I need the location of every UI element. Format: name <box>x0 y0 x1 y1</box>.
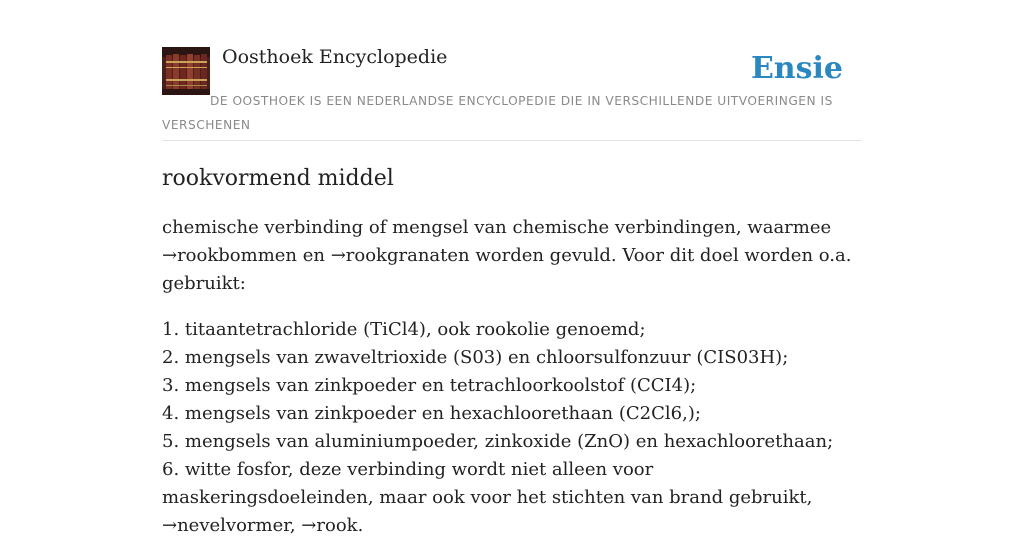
article-intro: chemische verbinding of mengsel van chemische verbindingen, waarmee →rookbommen en →rookgranaten worden gevuld. Voor dit doel worden o.a. gebruikt: <box>162 217 852 294</box>
site-tagline: DE OOSTHOEK IS EEN NEDERLANDSE ENCYCLOPEDIE DIE IN VERSCHILLENDE UITVOERINGEN IS VERSCHENEN <box>162 94 833 132</box>
site-header <box>162 46 862 141</box>
list-item: 4. mengsels van zinkpoeder en hexachloorethaan (C2Cl6,); <box>162 403 701 424</box>
avatar[interactable] <box>162 47 210 95</box>
list-item: 5. mengsels van aluminiumpoeder, zinkoxide (ZnO) en hexachloorethaan; <box>162 431 834 452</box>
site-name[interactable]: Oosthoek Encyclopedie <box>222 46 448 68</box>
list-item: 1. titaantetrachloride (TiCl4), ook rookolie genoemd; <box>162 319 646 340</box>
article-title: rookvormend middel <box>162 166 394 191</box>
article <box>162 163 862 540</box>
list-item: 3. mengsels van zinkpoeder en tetrachloorkoolstof (CCI4); <box>162 375 697 396</box>
list-item: 6. witte fosfor, deze verbinding wordt niet alleen voor maskeringsdoeleinden, maar ook voor het stichten van brand gebruikt, →nevelvormer, →rook. <box>162 459 813 536</box>
article-list <box>162 316 862 540</box>
book-spines-icon <box>162 47 210 95</box>
list-item: 2. mengsels van zwaveltrioxide (S03) en chloorsulfonzuur (CIS03H); <box>162 347 789 368</box>
brand-logo-link[interactable]: Ensie <box>750 51 843 86</box>
